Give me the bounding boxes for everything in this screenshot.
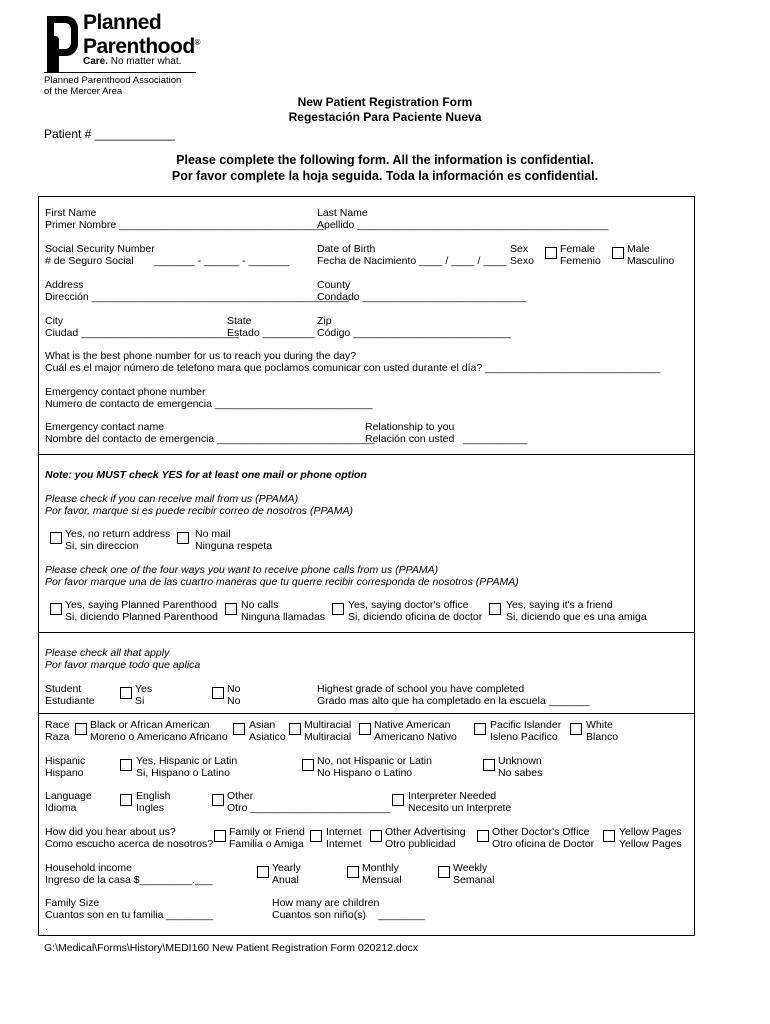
referral-label: How did you hear about us? Como escucho acerca de nosotros?: [45, 826, 214, 850]
race-label: Race Raza: [45, 719, 70, 743]
interpreter-checkbox[interactable]: [392, 794, 404, 806]
student-yes-checkbox[interactable]: [120, 687, 132, 699]
family-size-field[interactable]: Family Size Cuantos son en tu familia ________: [45, 897, 214, 921]
phone-opt2-label: No calls Ninguna llamadas: [241, 599, 326, 623]
referral-family-checkbox[interactable]: [214, 830, 226, 842]
race-asian-checkbox[interactable]: [233, 723, 245, 735]
phone-opt3-label: Yes, saying doctor's office Si, diciendo oficina de doctor: [348, 599, 483, 623]
referral-family-label: Family or Friend Familia o Amiga: [229, 826, 305, 850]
mail-yes-label: Yes, no return address Si, sin direccion: [65, 528, 171, 552]
income-yearly-checkbox[interactable]: [257, 866, 269, 878]
male-checkbox[interactable]: [612, 247, 624, 259]
referral-internet-checkbox[interactable]: [310, 830, 322, 842]
confidential-notice-es: Por favor complete la hoja seguida. Toda la información es confidential.: [171, 169, 599, 183]
first-name-field[interactable]: First Name Primer Nombre ___________________________________: [45, 207, 324, 231]
logo-divider: [44, 72, 196, 73]
referral-yellowpages-checkbox[interactable]: [603, 830, 615, 842]
referral-doctor-label: Other Doctor's Office Otro oficina de Doctor: [492, 826, 595, 850]
children-field[interactable]: ________: [378, 909, 425, 921]
student-no-label: No No: [227, 683, 241, 707]
contact-note: Note: you MUST check YES for at least one mail or phone option: [45, 469, 367, 481]
hispanic-no-label: No, not Hispanic or Latin No Hispano o Latino: [317, 755, 432, 779]
referral-yellowpages-label: Yellow Pages Yellow Pages: [619, 826, 682, 850]
race-multiracial-label: Multiracial Multiracial: [304, 719, 352, 743]
tagline: Care. No matter what.: [83, 56, 182, 67]
phone-opt1-checkbox[interactable]: [50, 603, 62, 615]
ssn-field[interactable]: _______ - ______ - _______: [154, 255, 290, 267]
referral-advertising-label: Other Advertising Otro publicidad: [385, 826, 466, 850]
income-weekly-label: Weekly Semanal: [453, 862, 495, 886]
section-divider: [38, 713, 695, 714]
race-pacific-checkbox[interactable]: [474, 723, 486, 735]
phone-opt3-checkbox[interactable]: [332, 603, 344, 615]
mail-no-checkbox[interactable]: [177, 532, 189, 544]
emergency-phone-field[interactable]: Emergency contact phone number Numero de contacto de emergencia ___________________________: [45, 386, 373, 410]
county-field[interactable]: County Condado ____________________________: [317, 279, 527, 303]
best-phone-field[interactable]: What is the best phone number for us to reach you during the day? Cuál es el major número de telefono mara que poclamos comunicar con usted durante el día? ______________________________: [45, 350, 661, 374]
race-black-checkbox[interactable]: [75, 723, 87, 735]
address-field[interactable]: Address Dirección ____________________________________________: [45, 279, 349, 303]
last-name-field[interactable]: Last Name Apellido ___________________________________________: [317, 207, 609, 231]
race-black-label: Black or African American Moreno o Americano Africano: [90, 719, 228, 743]
logo: [44, 11, 214, 97]
referral-advertising-checkbox[interactable]: [370, 830, 382, 842]
form-title-es: Regestación Para Paciente Nueva: [288, 110, 482, 124]
ssn-label: Social Security Number # de Seguro Social: [45, 243, 155, 267]
income-yearly-label: Yearly Anual: [272, 862, 301, 886]
hispanic-yes-label: Yes, Hispanic or Latin Si, Hispano o Latino: [136, 755, 238, 779]
student-yes-label: Yes Si: [135, 683, 153, 707]
highest-grade-field[interactable]: Highest grade of school you have completed Grado mas alto que ha completado en la escuela _______: [317, 683, 590, 707]
hispanic-yes-checkbox[interactable]: [120, 759, 132, 771]
race-multiracial-checkbox[interactable]: [289, 723, 301, 735]
interpreter-label: Interpreter Needed Necesito un Interprete: [408, 790, 512, 814]
section-divider: [38, 454, 695, 455]
emergency-name-field[interactable]: Emergency contact name Nombre del contacto de emergencia ___________________________: [45, 421, 375, 445]
referral-doctor-checkbox[interactable]: [477, 830, 489, 842]
hispanic-label: Hispanic Hispano: [45, 755, 86, 779]
dob-field[interactable]: Date of Birth Fecha de Nacimiento ____ / ____ / ____: [317, 243, 507, 267]
phone-opt4-label: Yes, saying it's a friend Si, diciendo que es una amiga: [506, 599, 647, 623]
city-field[interactable]: City Ciudad ___________________________: [45, 315, 239, 339]
check-all-instructions: Please check all that apply Por favor marque todo que aplica: [45, 647, 201, 671]
language-label: Language Idioma: [45, 790, 92, 814]
female-label: Female Femenio: [560, 243, 601, 267]
female-checkbox[interactable]: [545, 247, 557, 259]
student-no-checkbox[interactable]: [212, 687, 224, 699]
trailing-dot: .: [45, 921, 48, 933]
sex-label: Sex Sexo: [510, 243, 534, 267]
hispanic-no-checkbox[interactable]: [302, 759, 314, 771]
language-english-label: English Ingles: [136, 790, 171, 814]
income-monthly-checkbox[interactable]: [347, 866, 359, 878]
planned-parenthood-p-icon: [44, 14, 80, 74]
mail-yes-checkbox[interactable]: [50, 532, 62, 544]
association-name: Planned Parenthood Association of the Mercer Area: [44, 75, 182, 97]
mail-no-label: No mail Ninguna respeta: [195, 528, 273, 552]
race-white-checkbox[interactable]: [570, 723, 582, 735]
confidential-notice-en: Please complete the following form. All the information is confidential.: [176, 153, 594, 167]
student-label: Student Estudiante: [45, 683, 95, 707]
relationship-label: Relationship to you Relación con usted: [365, 421, 455, 445]
relationship-field[interactable]: ___________: [463, 433, 528, 445]
file-path-footer: G:\Medical\Forms\History\MEDI160 New Patient Registration Form 020212.docx: [44, 942, 419, 954]
patient-number: Patient # ____________: [44, 127, 175, 141]
phone-opt2-checkbox[interactable]: [225, 603, 237, 615]
language-other-field[interactable]: Other Otro ________________________: [227, 790, 391, 814]
race-pacific-label: Pacific Islander Isleno Pacifico: [490, 719, 562, 743]
race-native-checkbox[interactable]: [359, 723, 371, 735]
state-field[interactable]: State Estado _________: [227, 315, 316, 339]
form-title-en: New Patient Registration Form: [297, 95, 473, 109]
children-label: How many are children Cuantos son niño(s): [272, 897, 380, 921]
referral-internet-label: Internet Internet: [326, 826, 362, 850]
income-monthly-label: Monthly Mensual: [362, 862, 402, 886]
language-other-checkbox[interactable]: [212, 794, 224, 806]
phone-opt1-label: Yes, saying Planned Parenthood Si, diciendo Planned Parenthood: [65, 599, 218, 623]
race-asian-label: Asian Asiatico: [249, 719, 286, 743]
section-divider: [38, 632, 695, 633]
zip-field[interactable]: Zip Código ___________________________: [317, 315, 511, 339]
race-native-label: Native American Americano Nativo: [374, 719, 457, 743]
male-label: Male Masculino: [627, 243, 675, 267]
hispanic-unknown-label: Unknown No sabes: [498, 755, 543, 779]
race-white-label: White Blanco: [586, 719, 619, 743]
income-weekly-checkbox[interactable]: [438, 866, 450, 878]
language-english-checkbox[interactable]: [120, 794, 132, 806]
income-field[interactable]: Household income Ingreso de la casa $_________.___: [45, 862, 213, 886]
mail-question: Please check if you can receive mail from us (PPAMA) Por favor, marque si es puede recibir correo de nosotros (PPAMA): [45, 493, 353, 517]
phone-opt4-checkbox[interactable]: [489, 603, 501, 615]
hispanic-unknown-checkbox[interactable]: [483, 759, 495, 771]
brand-name-line2: Parenthood®: [83, 35, 201, 58]
phone-question: Please check one of the four ways you want to receive phone calls from us (PPAMA) Por favor marque una de las cuartro maneras que tu querre recibir corresponda de nosotros (PPAMA): [45, 564, 519, 588]
brand-name-line1: Planned: [83, 11, 162, 34]
